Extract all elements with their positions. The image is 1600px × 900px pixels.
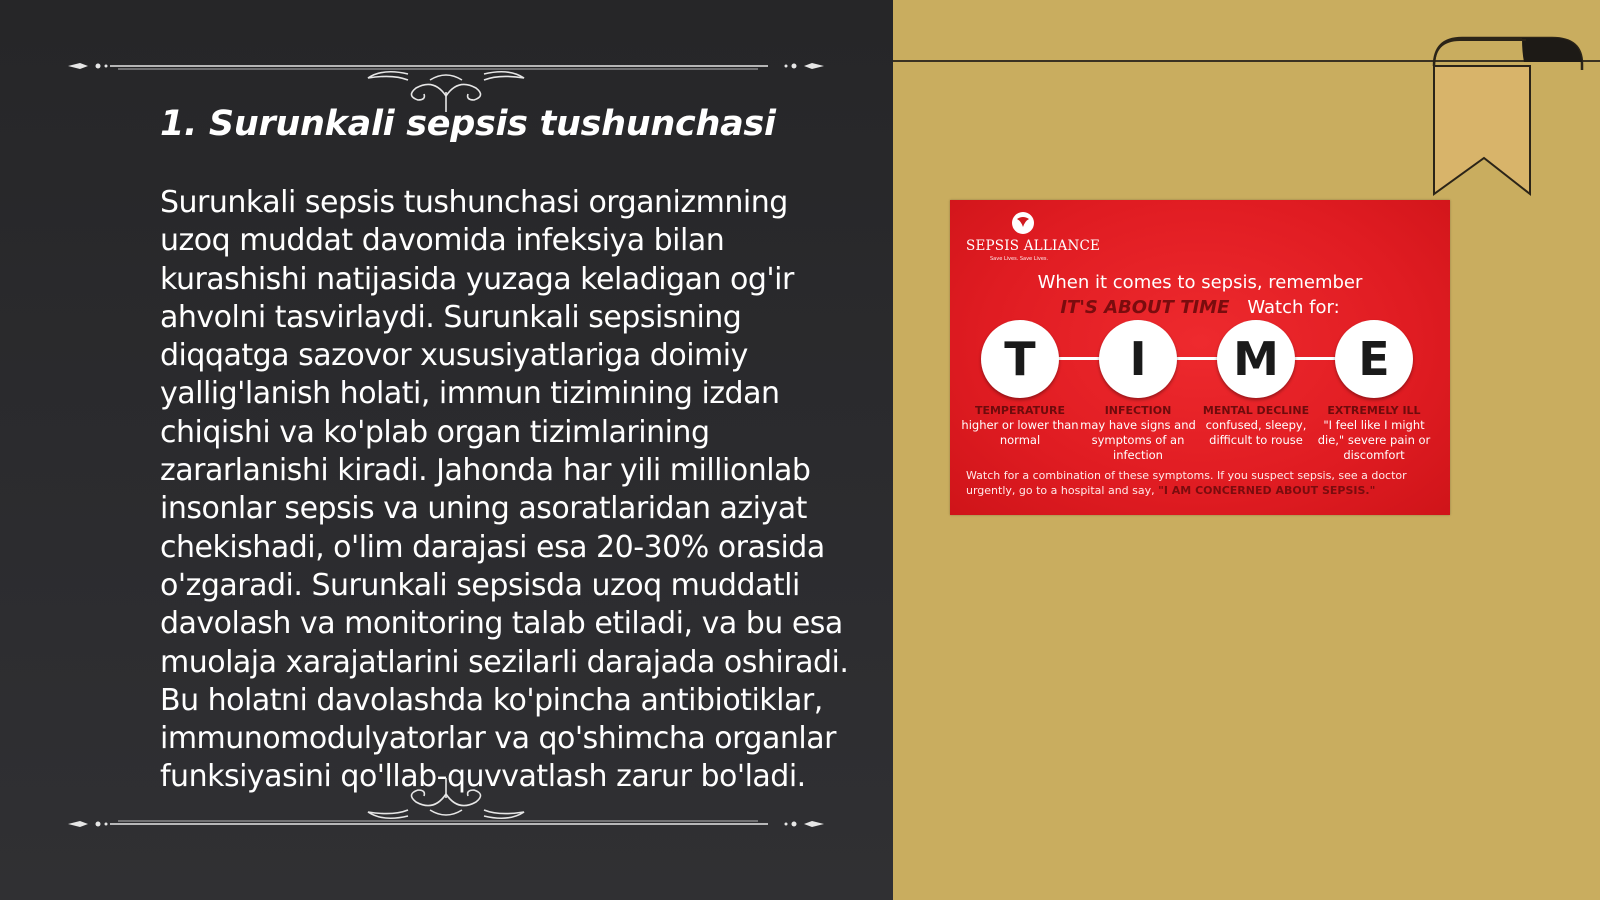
poster-headline: When it comes to sepsis, remember	[1037, 272, 1363, 293]
bookmark-ribbon-icon	[1432, 34, 1592, 204]
sepsis-alliance-logo-icon	[1008, 210, 1038, 236]
item-heading-temperature: TEMPERATURE	[974, 404, 1066, 417]
time-letter-e: E	[1335, 320, 1413, 398]
item-text-infection: may have signs and symptoms of an infection	[1080, 418, 1196, 462]
item-heading-mental-decline: MENTAL DECLINE	[1202, 404, 1310, 417]
time-letter-m: M	[1217, 320, 1295, 398]
footer-concern: "I AM CONCERNED ABOUT SEPSIS."	[1158, 484, 1376, 497]
item-heading-infection: INFECTION	[1104, 404, 1172, 417]
time-letter-i: I	[1099, 320, 1177, 398]
item-text-temperature: higher or lower than normal	[961, 418, 1079, 447]
page-title: 1. Surunkali sepsis tushunchasi	[160, 104, 776, 144]
poster-footer	[966, 468, 1436, 498]
footer-text: Watch for a combination of these symptoms. If you suspect sepsis, see a doctor urgently, go to a hospital and say,	[966, 469, 1407, 497]
item-heading-extremely-ill: EXTREMELY ILL	[1327, 404, 1421, 417]
item-text-extremely-ill: "I feel like I might die," severe pain or discomfort	[1317, 418, 1431, 462]
body-paragraph: Surunkali sepsis tushunchasi organizmning uzoq muddat davomida infeksiya bilan kurashishi natijasida yuzaga keladigan og'ir ahvolni tasvirlaydi. Surunkali sepsisning diqqatga sazovor xususiyatlariga doimiy yallig'lanish holati, immun tizimining izdan chiqishi va ko'plab organ tizimlarining zararlanishi kiradi. Jahonda har yili millionlab insonlar sepsis va uning asoratlaridan aziyat chekishadi, o'lim darajasi esa 20-30% orasida o'zgaradi. Surunkali sepsisda uzoq muddatli davolash va monitoring talab etiladi, va bu esa muolaja xarajatlarini sezilarli darajada oshiradi. Bu holatni davolashda ko'pincha antibiotiklar, immunomodulyatorlar va qo'shimcha organlar funksiyasini qo'llab-quvvatlash zarur bo'ladi.	[160, 185, 849, 795]
time-letter-t: T	[981, 320, 1059, 398]
ornament-divider-icon	[68, 776, 824, 836]
item-text-mental-decline: confused, sleepy, difficult to rouse	[1205, 418, 1307, 447]
sepsis-poster	[950, 200, 1450, 515]
poster-subline	[950, 297, 1450, 318]
watch-for-text: Watch for:	[1247, 297, 1340, 318]
logo-name: SEPSIS ALLIANCE	[966, 238, 1101, 254]
about-time-text: IT'S ABOUT TIME	[1060, 297, 1230, 318]
time-connector-line	[1018, 357, 1370, 360]
logo-tagline: Save Lives. Save Lives.	[990, 256, 1049, 262]
